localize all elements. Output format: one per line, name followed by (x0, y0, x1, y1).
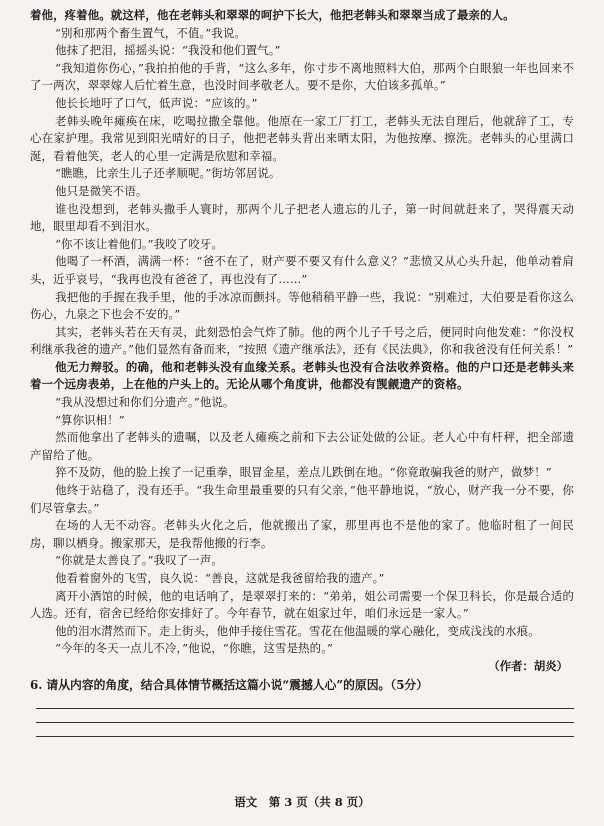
story-paragraph: “算你识相！” (55, 412, 125, 427)
question-6: 6. 请从内容的角度，结合具体情节概括这篇小说“震撼人心”的原因。（5分） (30, 677, 429, 692)
story-paragraph: 然而他拿出了老韩头的遗嘱，以及老人瘫痪之前和下去公证处做的公证。老人心中有杆秤，把全部遗产留给了他。 (30, 430, 574, 462)
story-paragraph: 他终于站稳了，没有还手。“我生命里最重要的只有父亲，”他平静地说，“放心，财产我一分不要，你们尽管拿去。” (30, 483, 574, 515)
story-body (30, 7, 574, 658)
story-paragraph: “别和那两个畜生置气，不值。”我说。 (55, 25, 246, 40)
story-paragraph: “你就是太善良了。”我叹了一声。 (55, 553, 223, 568)
story-paragraph: “瞧瞧，比亲生儿子还孝顺呢。”街坊邻居说。 (55, 166, 281, 181)
story-paragraph: 他抹了把泪，摇摇头说：“我没和他们置气。” (55, 43, 281, 58)
answer-line[interactable] (36, 722, 574, 723)
answer-area[interactable] (30, 708, 574, 737)
story-paragraph: 着他，疼着他。就这样，他在老韩头和翠翠的呵护下长大，他把老韩头和翠翠当成了最亲的人。 (30, 8, 515, 22)
story-paragraph: 在场的人无不动容。老韩头火化之后，他就搬出了家，那里再也不是他的家了。他临时租了一间民房，聊以栖身。搬家那天，是我帮他搬的行李。 (30, 518, 574, 550)
story-paragraph: 他只是微笑不语。 (55, 183, 148, 198)
story-paragraph: 老韩头晚年瘫痪在床，吃喝拉撒全靠他。他原在一家工厂打工，老韩头无法自理后，他就辞了工，专心在家护理。我常见到阳光晴好的日子，他把老韩头背出来晒太阳，为他按摩、擦洗。老韩头的心里满口涎，看着他笑，老人的心里一定满是欣慰和幸福。 (30, 113, 574, 163)
story-paragraph: 他长长地吁了口气，低声说：“应该的。” (55, 95, 258, 110)
story-paragraph: 离开小酒馆的时候，他的电话响了，是翠翠打来的：“弟弟，姐公司需要一个保卫科长，你是最合适的人选。还有，宿舍已经给你安排好了。今年春节，就在姐家过年，咱们永远是一家人。” (30, 588, 574, 621)
story-paragraph: 其实，老韩头若在天有灵，此刻恐怕会气炸了肺。他的两个儿子千号之后，便同时向他发难：“你没权利继承我爸的遗产。”他们显然有备而来，“按照《遗产继承法》，还有《民法典》，你和我爸没有任何关系！” (30, 324, 574, 357)
story-paragraph: “我从没想过和你们分遗产。”他说。 (55, 395, 235, 410)
story-paragraph: 他看着窗外的飞雪，良久说：“善良，这就是我爸留给我的遗产。” (55, 571, 385, 585)
answer-line[interactable] (36, 708, 574, 709)
author-credit: （作者：胡炎） (488, 658, 568, 673)
story-paragraph: 谁也没想到，老韩头撒手人寰时，那两个儿子把老人遗忘的儿子，第一时间就赶来了，哭得震天动地，眼里却看不到泪水。 (30, 201, 574, 234)
page-footer: 语文 第 3 页（共 8 页） (234, 795, 370, 809)
story-paragraph: 他无力辩驳。的确，他和老韩头没有血缘关系。老韩头也没有合法收养资格。他的户口还是老韩头来着一个远房表弟，上在他的户头上的。无论从哪个角度讲，他都没有觊觎遗产的资格。 (30, 359, 574, 392)
story-paragraph: 他喝了一杯酒，满满一杯：“爸不在了，财产要不要又有什么意义？”悲愤又从心头升起，他单动着肩头，近乎哀号，“我再也没有爸爸了，再也没有了……” (30, 254, 574, 286)
story-paragraph: 猝不及防，他的脸上挨了一记重拳，眼冒金星，差点儿跌倒在地。“你竟敢骗我爸的财产，做梦！” (55, 465, 552, 480)
story-paragraph: “我知道你伤心，”我拍拍他的手背，“这么多年，你寸步不离地照料大伯，那两个白眼狼一年也回来不了一两次，翠翠嫁人后忙着生意，也没时间孝敬老人。要不是你，大伯该多孤单。” (30, 60, 574, 93)
answer-line[interactable] (36, 736, 574, 737)
story-paragraph: 他的泪水潸然而下。走上街头，他伸手接住雪花。雪花在他温暖的掌心融化，变成浅浅的水痕。 (55, 623, 540, 638)
story-paragraph: “你不该让着他们。”我咬了咬牙。 (55, 236, 223, 251)
story-paragraph: 我把他的手握在我手里，他的手冰凉而颤抖。等他稍稍平静一些，我说：“别难过，大伯要是看你这么伤心，九泉之下也会不安的。” (30, 289, 574, 322)
story-paragraph: “今年的冬天一点儿不冷，”他说，“你瞧，这雪是热的。” (55, 641, 334, 656)
